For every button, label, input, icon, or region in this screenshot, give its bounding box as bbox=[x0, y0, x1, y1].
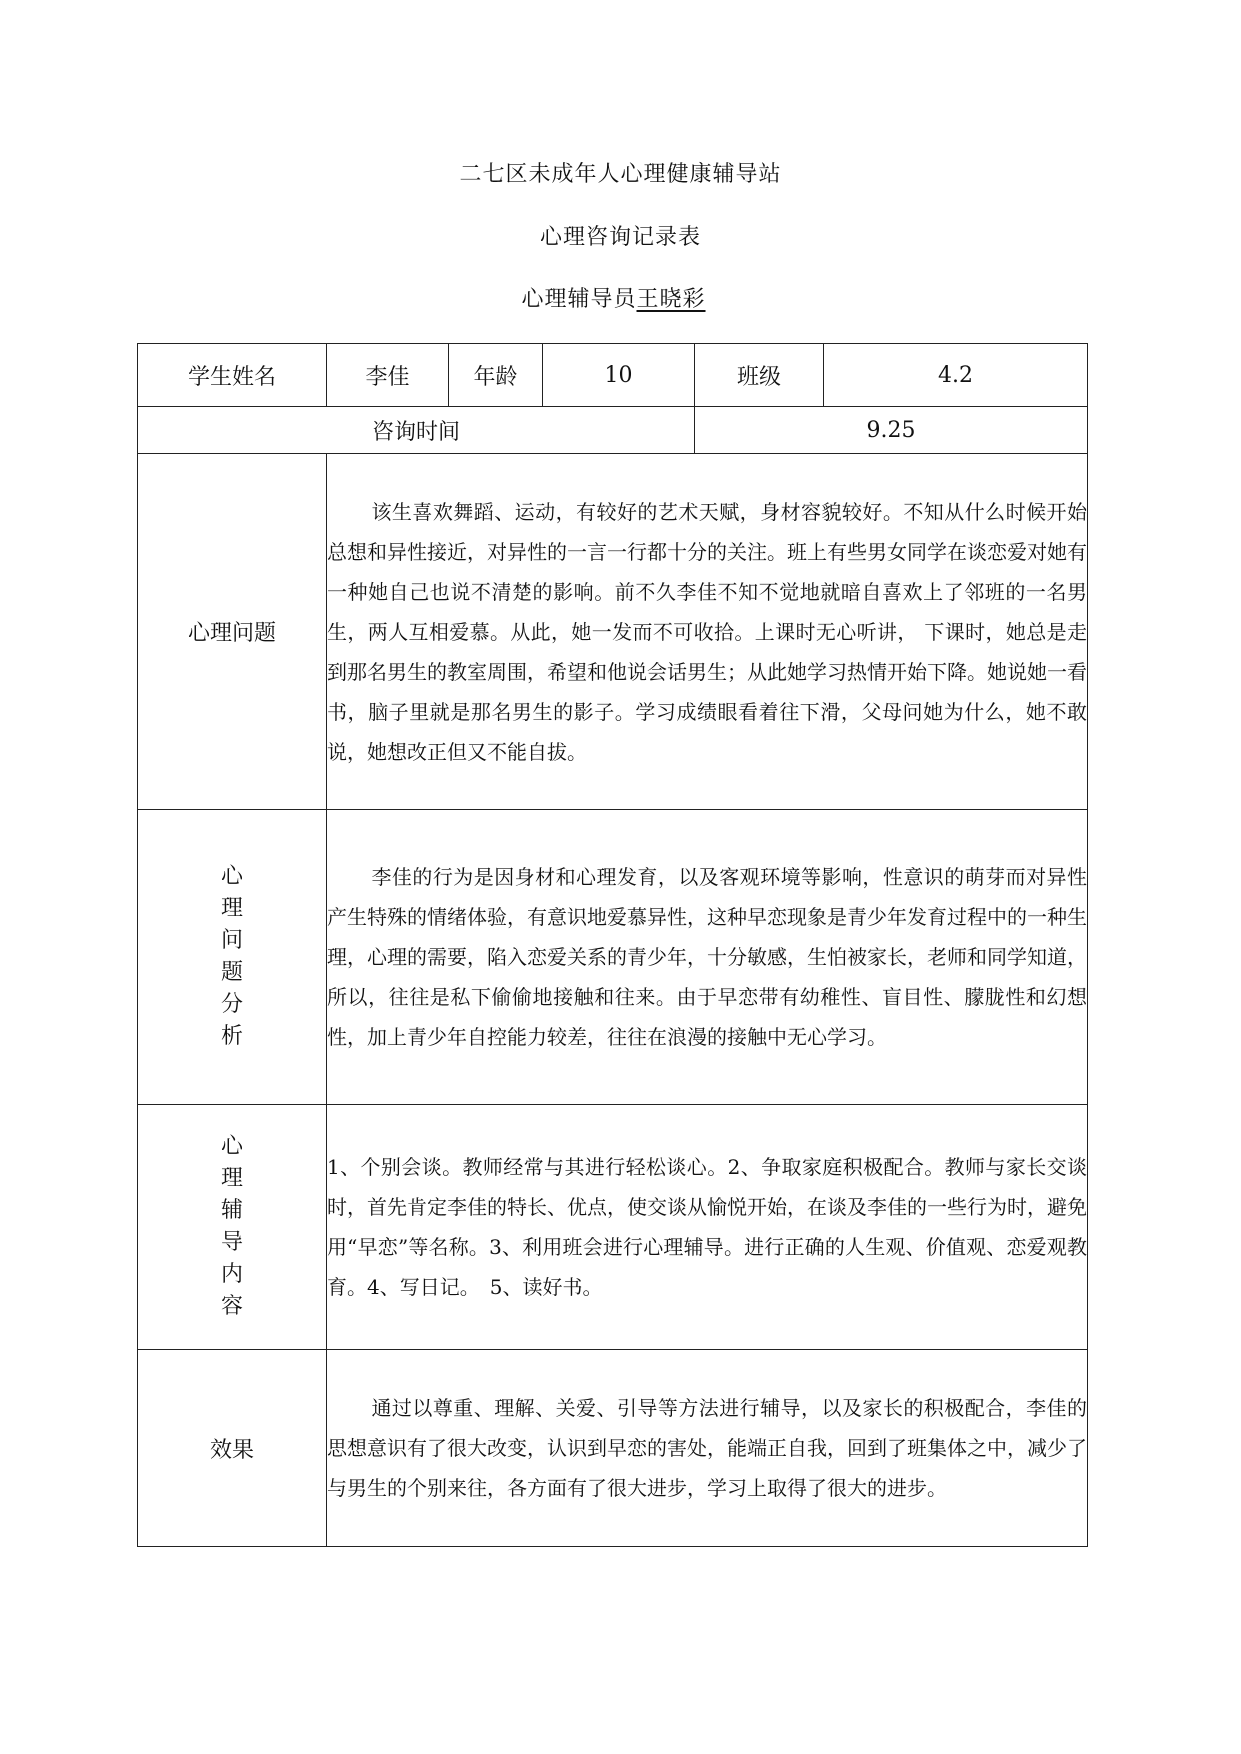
consult-time-label: 咨询时间 bbox=[138, 407, 695, 454]
student-info-row bbox=[138, 344, 1088, 407]
content-label: 心理辅导内容 bbox=[220, 1134, 243, 1319]
analysis-label: 心理问题分析 bbox=[220, 864, 243, 1049]
age-value: 10 bbox=[543, 344, 695, 407]
effect-label: 效果 bbox=[138, 1350, 327, 1547]
analysis-cell bbox=[327, 810, 1088, 1105]
problem-text: 该生喜欢舞蹈、运动，有较好的艺术天赋，身材容貌较好。不知从什么时候开始总想和异性接近，对异性的一言一行都十分的关注。班上有些男女同学在谈恋爱对她有一种她自己也说不清楚的影响。前不久李佳不知不觉地就暗自喜欢上了邻班的一名男生，两人互相爱慕。从此，她一发而不可收拾。上课时无心听讲， 下课时，她总是走到那名男生的教室周围，希望和他说会话男生；从此她学习热情开始下降。她说她一看书，脑子里就是那名男生的影子。学习成绩眼看着往下滑，父母问她为什么，她不敢说，她想改正但又不能自拔。 bbox=[327, 499, 1087, 764]
counselor-line bbox=[0, 282, 1241, 313]
consultation-record-table bbox=[137, 343, 1088, 1547]
content-cell bbox=[327, 1105, 1088, 1350]
consult-time-value: 9.25 bbox=[695, 407, 1088, 454]
effect-row bbox=[138, 1350, 1088, 1547]
effect-cell bbox=[327, 1350, 1088, 1547]
problem-label: 心理问题 bbox=[138, 454, 327, 810]
analysis-label-cell bbox=[138, 810, 327, 1105]
age-label: 年龄 bbox=[449, 344, 543, 407]
consult-time-row bbox=[138, 407, 1088, 454]
analysis-row bbox=[138, 810, 1088, 1105]
problem-cell bbox=[327, 454, 1088, 810]
class-label: 班级 bbox=[695, 344, 824, 407]
content-row bbox=[138, 1105, 1088, 1350]
form-subtitle: 心理咨询记录表 bbox=[539, 225, 701, 250]
counselor-name: 王晓彩 bbox=[636, 287, 706, 312]
effect-text: 通过以尊重、理解、关爱、引导等方法进行辅导，以及家长的积极配合，李佳的思想意识有了很大改变，认识到早恋的害处，能端正自我，回到了班集体之中，减少了与男生的个别来往，各方面有了很大进步，学习上取得了很大的进步。 bbox=[327, 1396, 1087, 1500]
content-label-cell bbox=[138, 1105, 327, 1350]
content-text: 1、个别会谈。教师经常与其进行轻松谈心。2、争取家庭积极配合。教师与家长交谈时，首先肯定李佳的特长、优点，使交谈从愉悦开始，在谈及李佳的一些行为时，避免用“早恋”等名称。3、利用班会进行心理辅导。进行正确的人生观、价值观、恋爱观教育。4、写日记。 5、读好书。 bbox=[327, 1155, 1087, 1299]
student-name-label: 学生姓名 bbox=[138, 344, 327, 407]
document-title: 二七区未成年人心理健康辅导站 bbox=[459, 162, 782, 187]
problem-row bbox=[138, 454, 1088, 810]
counselor-label: 心理辅导员 bbox=[521, 287, 637, 312]
class-value: 4.2 bbox=[824, 344, 1088, 407]
student-name-value: 李佳 bbox=[327, 344, 449, 407]
analysis-text: 李佳的行为是因身材和心理发育，以及客观环境等影响，性意识的萌芽而对异性产生特殊的情绪体验，有意识地爱慕异性，这种早恋现象是青少年发育过程中的一种生理，心理的需要，陷入恋爱关系的青少年，十分敏感，生怕被家长，老师和同学知道，所以，往往是私下偷偷地接触和往来。由于早恋带有幼稚性、盲目性、朦胧性和幻想性，加上青少年自控能力较差，往往在浪漫的接触中无心学习。 bbox=[327, 865, 1087, 1049]
